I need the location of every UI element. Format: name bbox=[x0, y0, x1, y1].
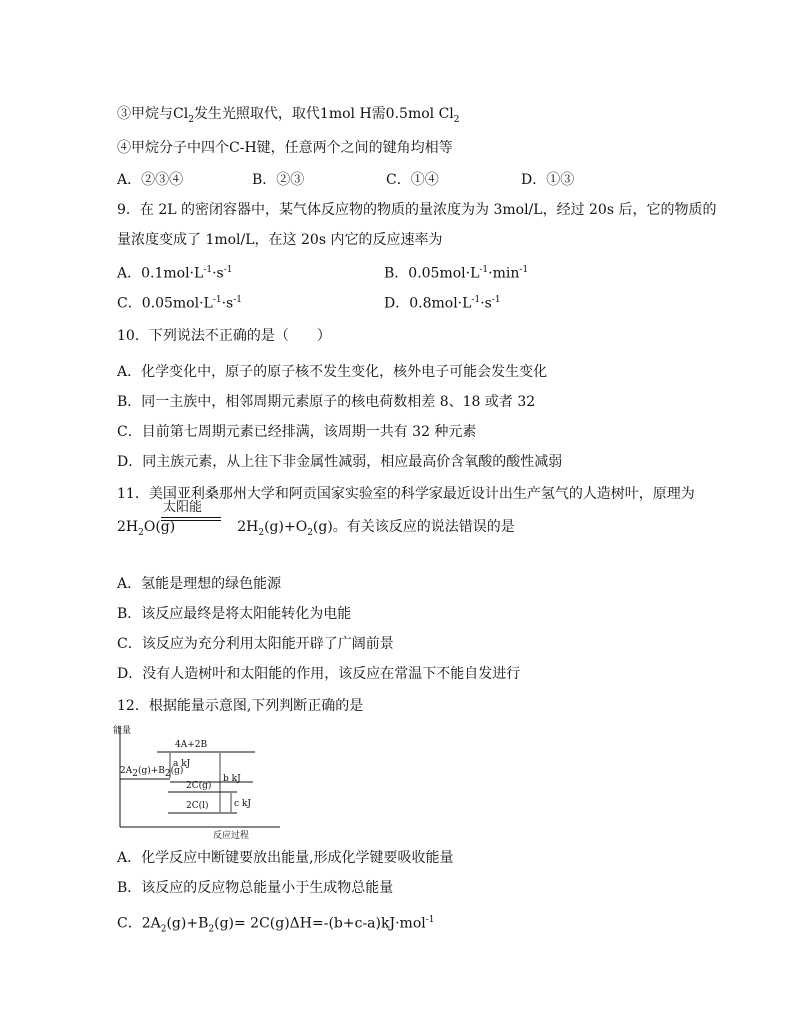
diagram-label-b: b kJ bbox=[223, 774, 241, 784]
q9-option-b: B．$0.05mol\cdot L^{-1}\cdot\min^{-1}$ bbox=[384, 265, 529, 282]
q8-option-d: D．①③ bbox=[521, 172, 575, 188]
diagram-level-top: 4A+2B bbox=[175, 740, 208, 750]
diagram-level-2cl: 2C(l) bbox=[186, 801, 209, 811]
q9-option-d: D．$0.8mol\cdot L^{-1}\cdot s^{-1}$ bbox=[384, 295, 501, 312]
q11-equation: $2H_2O(g)$ $2H_2(g)+O_2(g)$。有关该反应的说法错误的是 太阳能 bbox=[117, 516, 515, 538]
q9-stem-line1: 9．在 2L 的密闭容器中，某气体反应物的物质的量浓度为为 3mol/L，经过 20s 后，它的物质的 bbox=[117, 202, 717, 218]
q10-option-d: D．同主族元素，从上往下非金属性减弱，相应最高价含氧酸的酸性减弱 bbox=[117, 454, 563, 470]
q11-stem: 11．美国亚利桑那州大学和阿贡国家实验室的科学家最近设计出生产氢气的人造树叶，原理为 bbox=[117, 486, 695, 502]
diagram-xlabel: 反应过程 bbox=[213, 831, 250, 841]
q8-option-c: C．①④ bbox=[386, 172, 439, 188]
q12-option-b: B．该反应的反应物总能量小于生成物总能量 bbox=[117, 880, 394, 896]
q12-option-a: A．化学反应中断键要放出能量,形成化学键要吸收能量 bbox=[117, 850, 454, 866]
diagram-ylabel: 能量 bbox=[113, 726, 132, 736]
q8-option-b: B．②③ bbox=[252, 172, 305, 188]
q10-option-c: C．目前第七周期元素已经排满，该周期一共有 32 种元素 bbox=[117, 424, 477, 440]
q9-stem-line2: 量浓度变成了 1mol/L，在这 20s 内它的反应速率为 bbox=[117, 232, 443, 248]
q9-option-a: A．$0.1mol\cdot L^{-1}\cdot s^{-1}$ bbox=[117, 265, 233, 282]
energy-diagram bbox=[113, 722, 285, 841]
diagram-label-a: a kJ bbox=[173, 759, 191, 769]
q11-option-b: B．该反应最终是将太阳能转化为电能 bbox=[117, 606, 352, 622]
q9-option-c: C．$0.05mol\cdot L^{-1}\cdot s^{-1}$ bbox=[117, 295, 243, 312]
q11-option-a: A．氢能是理想的绿色能源 bbox=[117, 576, 282, 592]
diagram-level-2cg: 2C(g) bbox=[186, 781, 212, 791]
q12-stem: 12．根据能量示意图,下列判断正确的是 bbox=[117, 698, 364, 714]
q8-item3: ③甲烷与$Cl_2$发生光照取代，取代1mol H需0.5mol $Cl_2$ bbox=[117, 106, 460, 125]
q11-arrow-label: 太阳能 bbox=[163, 500, 203, 515]
q8-option-a: A．②③④ bbox=[117, 172, 184, 188]
q11-option-c: C．该反应为充分利用太阳能开辟了广阔前景 bbox=[117, 636, 394, 652]
diagram-level-reactant: $2A_2(g)+B_2(g)$ bbox=[120, 766, 184, 779]
q11-option-d: D．没有人造树叶和太阳能的作用，该反应在常温下不能自发进行 bbox=[117, 666, 521, 682]
q10-stem: 10．下列说法不正确的是（ ） bbox=[117, 328, 331, 344]
diagram-label-c: c kJ bbox=[234, 799, 251, 809]
q11-arrow-bar-bottom bbox=[161, 520, 221, 521]
q12-option-c: C．$2A_2(g)+B_2(g)= 2C(g)\Delta H=-(b+c-a)kJ\cdot mol^{-1}$ bbox=[117, 915, 435, 935]
q10-option-b: B．同一主族中，相邻周期元素原子的核电荷数相差 8、18 或者 32 bbox=[117, 394, 536, 410]
q11-arrow-bar-top bbox=[161, 517, 221, 518]
q10-option-a: A．化学变化中，原子的原子核不发生变化，核外电子可能会发生变化 bbox=[117, 364, 548, 380]
q8-item4: ④甲烷分子中四个C-H键，任意两个之间的键角均相等 bbox=[117, 140, 453, 156]
